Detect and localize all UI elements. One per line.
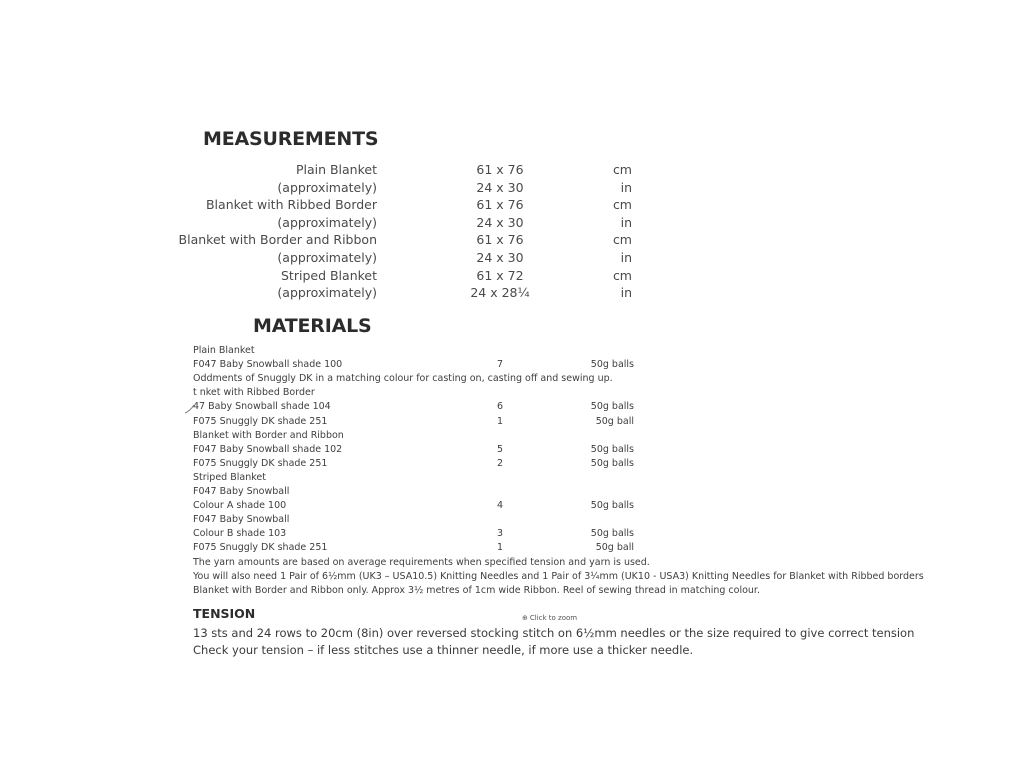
materials-note: You will also need 1 Pair of 6½mm (UK3 – USA10.5) Knitting Needles and 1 Pair of 3¼mm (UK10 - USA3) Knitting Needles for Blanket with Ribbed borders — [193, 571, 924, 582]
material-label: F047 Baby Snowball — [193, 514, 290, 526]
measurement-unit: in — [620, 250, 632, 265]
measurement-value: 61 x 76 — [476, 197, 524, 213]
material-label: 47 Baby Snowball shade 104 — [193, 401, 331, 413]
measurement-unit: in — [620, 179, 632, 195]
measurement-row — [0, 285, 1024, 303]
material-row — [0, 387, 1024, 401]
material-row — [0, 458, 1024, 472]
material-label: F047 Baby Snowball — [193, 486, 290, 497]
measurement-row — [0, 162, 1024, 180]
material-qty: 6 — [496, 401, 504, 413]
measurement-row — [0, 232, 1024, 250]
material-qty: 2 — [496, 457, 504, 469]
tension-heading: TENSION — [193, 606, 256, 621]
material-label: F047 Baby Snowball shade 102 — [193, 443, 343, 455]
material-label: Plain Blanket — [193, 345, 255, 356]
material-row — [0, 373, 1024, 387]
measurement-value: 61 x 76 — [476, 162, 524, 177]
measurement-label: (approximately) — [277, 179, 377, 195]
material-unit: 50g ball — [595, 415, 634, 427]
material-label: F075 Snuggly DK shade 251 — [193, 415, 328, 427]
measurement-label: (approximately) — [277, 214, 377, 230]
materials-heading: MATERIALS — [253, 315, 372, 337]
measurement-unit: cm — [612, 267, 632, 283]
material-row — [0, 444, 1024, 458]
material-qty: 3 — [496, 528, 504, 540]
material-qty: 7 — [496, 359, 504, 371]
material-row — [0, 430, 1024, 444]
material-unit: 50g balls — [590, 401, 634, 413]
measurement-label: (approximately) — [277, 285, 377, 301]
material-label: F075 Snuggly DK shade 251 — [193, 457, 328, 469]
material-label: Striped Blanket — [193, 471, 266, 483]
magnifier-icon: ⊕ — [522, 614, 528, 622]
click-to-zoom-link[interactable] — [522, 614, 577, 622]
materials-note: The yarn amounts are based on average requirements when specified tension and yarn is used. — [193, 557, 650, 568]
tension-line-1: 13 sts and 24 rows to 20cm (8in) over reversed stocking stitch on 6½mm needles or the size required to give correct tension — [193, 626, 915, 640]
measurement-label: Striped Blanket — [281, 267, 377, 283]
material-unit: 50g balls — [590, 359, 634, 371]
materials-note: Blanket with Border and Ribbon only. Approx 3½ metres of 1cm wide Ribbon. Reel of sewing thread in matching colour. — [193, 585, 760, 596]
measurement-unit: cm — [612, 162, 632, 177]
material-label: Colour B shade 103 — [193, 528, 287, 540]
measurement-unit: cm — [612, 197, 632, 213]
material-label: F075 Snuggly DK shade 251 — [193, 542, 328, 554]
measurement-label: Blanket with Border and Ribbon — [178, 232, 377, 248]
material-row — [0, 514, 1024, 528]
material-label: F047 Baby Snowball shade 100 — [193, 359, 343, 371]
measurement-value: 24 x 28¼ — [470, 285, 530, 301]
material-label: Blanket with Border and Ribbon — [193, 429, 344, 441]
material-row — [0, 486, 1024, 500]
measurement-row — [0, 215, 1024, 233]
measurement-unit: in — [620, 214, 632, 230]
material-label: t nket with Ribbed Border — [193, 387, 315, 399]
material-row — [0, 345, 1024, 359]
material-qty: 4 — [496, 500, 504, 512]
measurement-value: 61 x 76 — [476, 232, 524, 248]
material-row — [0, 542, 1024, 556]
material-label: Oddments of Snuggly DK in a matching colour for casting on, casting off and sewing up. — [193, 373, 613, 385]
material-row — [0, 401, 1024, 415]
material-unit: 50g balls — [590, 500, 634, 512]
measurement-row — [0, 268, 1024, 286]
material-row — [0, 500, 1024, 514]
measurement-row — [0, 180, 1024, 198]
material-row — [0, 416, 1024, 430]
measurement-value: 24 x 30 — [476, 250, 524, 265]
measurement-value: 24 x 30 — [476, 179, 524, 195]
measurement-row — [0, 250, 1024, 268]
material-unit: 50g balls — [590, 443, 634, 455]
material-qty: 5 — [496, 443, 504, 455]
material-label: Colour A shade 100 — [193, 500, 287, 512]
material-unit: 50g ball — [595, 542, 634, 554]
measurement-row — [0, 197, 1024, 215]
tension-line-2: Check your tension – if less stitches use a thinner needle, if more use a thicker needle. — [193, 643, 694, 657]
measurements-heading: MEASUREMENTS — [203, 128, 379, 150]
material-qty: 1 — [496, 542, 504, 554]
material-unit: 50g balls — [590, 457, 634, 469]
measurement-unit: cm — [612, 232, 632, 248]
material-row — [0, 472, 1024, 486]
material-qty: 1 — [496, 415, 504, 427]
measurement-unit: in — [620, 285, 632, 301]
zoom-label: Click to zoom — [529, 614, 578, 622]
measurement-label: Plain Blanket — [295, 162, 377, 177]
measurement-label: (approximately) — [277, 250, 377, 265]
measurement-value: 61 x 72 — [476, 267, 524, 283]
measurement-value: 24 x 30 — [476, 214, 524, 230]
material-row — [0, 359, 1024, 373]
material-row — [0, 528, 1024, 542]
measurement-label: Blanket with Ribbed Border — [205, 197, 377, 213]
material-unit: 50g balls — [590, 528, 634, 540]
